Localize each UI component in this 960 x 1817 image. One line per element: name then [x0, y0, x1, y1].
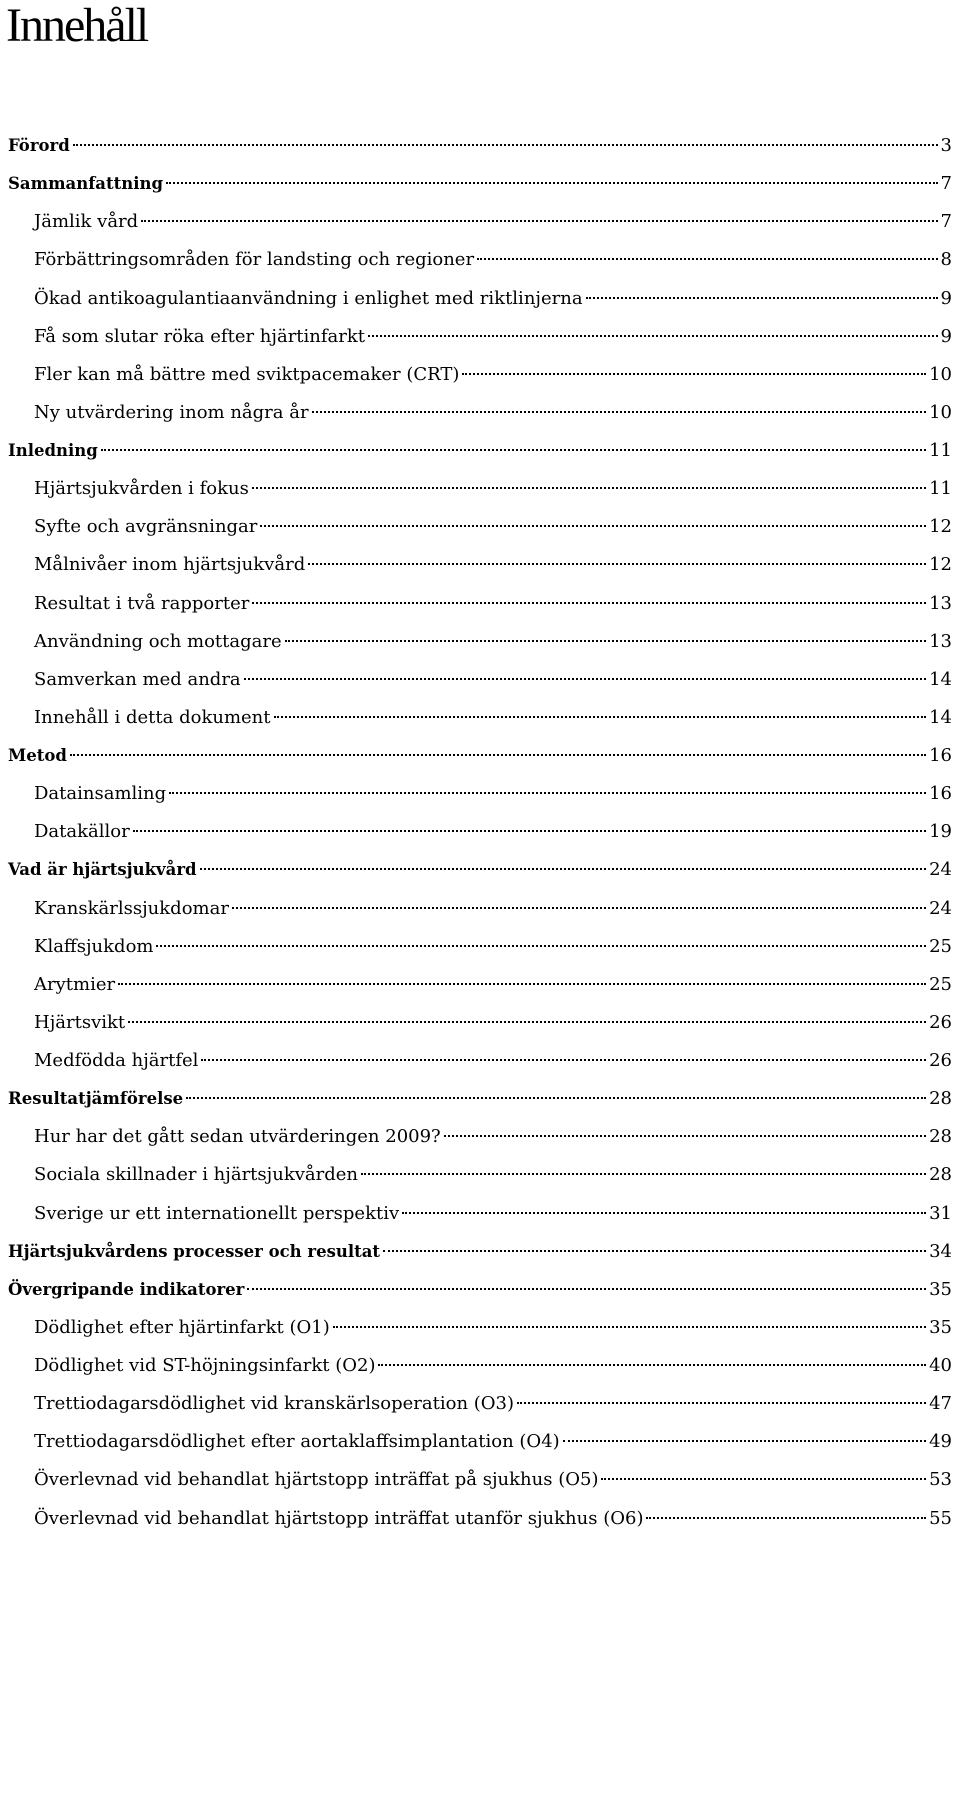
- dot-leader: [402, 1212, 926, 1214]
- toc-entry-label: Datakällor: [34, 821, 130, 843]
- toc-entry-label: Sammanfattning: [8, 174, 164, 194]
- dot-leader: [383, 1250, 926, 1252]
- toc-section-entry[interactable]: [0, 318, 960, 356]
- toc-entry-label: Ökad antikoagulantiaanvändning i enlighet med riktlinjerna: [34, 287, 583, 309]
- toc-entry-page-number: 35: [929, 1278, 952, 1300]
- toc-entry-page-number: 35: [929, 1316, 952, 1338]
- toc-entry-label: Trettiodagarsdödlighet efter aortaklaffsimplantation (O4): [34, 1431, 560, 1453]
- dot-leader: [308, 563, 926, 565]
- toc-section-entry[interactable]: [0, 1423, 960, 1461]
- toc-entry-label: Hjärtsvikt: [34, 1011, 126, 1033]
- toc-section-entry[interactable]: [0, 661, 960, 699]
- toc-entry-label: Hjärtsjukvårdens processer och resultat: [8, 1241, 381, 1261]
- toc-entry-page-number: 25: [929, 935, 952, 957]
- toc-chapter-entry[interactable]: [0, 737, 960, 775]
- toc-entry-page-number: 25: [929, 973, 952, 995]
- toc-entry-label: Metod: [8, 746, 67, 765]
- toc-entry-page-number: 47: [929, 1393, 952, 1415]
- toc-entry-label: Innehåll i detta dokument: [34, 706, 271, 728]
- toc-section-entry[interactable]: [0, 699, 960, 737]
- toc-chapter-entry[interactable]: [0, 851, 960, 889]
- toc-entry-label: Inledning: [8, 441, 98, 460]
- dot-leader: [285, 640, 926, 642]
- toc-entry-page-number: 12: [929, 554, 952, 576]
- dot-leader: [247, 1288, 926, 1290]
- toc-section-entry[interactable]: [0, 1309, 960, 1347]
- toc-section-entry[interactable]: [0, 813, 960, 851]
- dot-leader: [141, 220, 937, 222]
- toc-entry-page-number: 53: [929, 1469, 952, 1491]
- toc-entry-label: Hur har det gått sedan utvärderingen 2009?: [34, 1126, 441, 1148]
- toc-entry-label: Resultatjämförelse: [8, 1089, 184, 1109]
- toc-chapter-entry[interactable]: [0, 432, 960, 470]
- dot-leader: [201, 1059, 926, 1061]
- toc-entry-label: Samverkan med andra: [34, 668, 241, 690]
- toc-section-entry[interactable]: [0, 546, 960, 584]
- toc-section-entry[interactable]: [0, 203, 960, 241]
- dot-leader: [586, 297, 938, 299]
- toc-section-entry[interactable]: [0, 508, 960, 546]
- toc-section-entry[interactable]: [0, 1118, 960, 1156]
- toc-entry-page-number: 11: [929, 478, 952, 500]
- toc-entry-page-number: 13: [929, 592, 952, 614]
- dot-leader: [563, 1440, 926, 1442]
- toc-chapter-entry[interactable]: [0, 127, 960, 165]
- toc-entry-page-number: 10: [929, 363, 952, 385]
- toc-entry-label: Sverige ur ett internationellt perspektiv: [34, 1202, 400, 1224]
- dot-leader: [118, 983, 926, 985]
- toc-entry-label: Överlevnad vid behandlat hjärtstopp inträffat på sjukhus (O5): [34, 1469, 599, 1491]
- toc-entry-page-number: 10: [929, 401, 952, 423]
- toc-entry-page-number: 11: [929, 440, 952, 461]
- toc-section-entry[interactable]: [0, 1042, 960, 1080]
- toc-entry-page-number: 9: [940, 325, 952, 347]
- toc-entry-page-number: 40: [929, 1355, 952, 1376]
- toc-section-entry[interactable]: [0, 1461, 960, 1499]
- toc-entry-label: Syfte och avgränsningar: [34, 516, 258, 538]
- toc-section-entry[interactable]: [0, 1195, 960, 1233]
- toc-section-entry[interactable]: [0, 1347, 960, 1385]
- toc-entry-page-number: 26: [929, 1050, 952, 1071]
- toc-entry-label: Trettiodagarsdödlighet vid kranskärlsoperation (O3): [34, 1393, 515, 1415]
- dot-leader: [101, 449, 926, 451]
- toc-entry-page-number: 28: [929, 1126, 952, 1148]
- dot-leader: [186, 1097, 926, 1099]
- dot-leader: [252, 602, 926, 604]
- toc-section-entry[interactable]: [0, 356, 960, 394]
- toc-chapter-entry[interactable]: [0, 165, 960, 203]
- toc-entry-page-number: 14: [929, 706, 952, 728]
- toc-entry-label: Förbättringsområden för landsting och regioner: [34, 249, 475, 271]
- toc-entry-label: Kranskärlssjukdomar: [34, 897, 229, 919]
- toc-entry-label: Klaffsjukdom: [34, 935, 154, 957]
- dot-leader: [312, 411, 927, 413]
- dot-leader: [156, 945, 926, 947]
- toc-entry-label: Vad är hjärtsjukvård: [8, 860, 197, 880]
- toc-section-entry[interactable]: [0, 775, 960, 813]
- toc-section-entry[interactable]: [0, 1004, 960, 1042]
- dot-leader: [244, 678, 926, 680]
- dot-leader: [128, 1021, 926, 1023]
- dot-leader: [73, 144, 938, 146]
- dot-leader: [517, 1402, 926, 1404]
- toc-section-entry[interactable]: [0, 1500, 960, 1538]
- toc-entry-page-number: 3: [940, 135, 952, 156]
- toc-entry-page-number: 16: [929, 745, 952, 766]
- dot-leader: [274, 716, 927, 718]
- toc-entry-label: Resultat i två rapporter: [34, 592, 250, 614]
- toc-entry-label: Fler kan må bättre med sviktpacemaker (CRT): [34, 363, 460, 385]
- toc-entry-label: Ny utvärdering inom några år: [34, 401, 309, 423]
- dot-leader: [368, 335, 938, 337]
- toc-entry-label: Medfödda hjärtfel: [34, 1050, 199, 1071]
- toc-entry-page-number: 14: [929, 668, 952, 690]
- dot-leader: [361, 1173, 926, 1175]
- dot-leader: [166, 182, 938, 184]
- toc-entry-page-number: 31: [929, 1202, 952, 1224]
- toc-entry-page-number: 28: [929, 1088, 952, 1110]
- toc-section-entry[interactable]: [0, 280, 960, 318]
- toc-entry-label: Användning och mottagare: [34, 630, 282, 652]
- toc-entry-page-number: 12: [929, 516, 952, 538]
- toc-entry-label: Dödlighet efter hjärtinfarkt (O1): [34, 1316, 330, 1338]
- toc-entry-label: Överlevnad vid behandlat hjärtstopp inträffat utanför sjukhus (O6): [34, 1507, 644, 1529]
- dot-leader: [646, 1517, 926, 1519]
- toc-section-entry[interactable]: [0, 470, 960, 508]
- toc-entry-label: Dödlighet vid ST-höjningsinfarkt (O2): [34, 1355, 376, 1376]
- toc-entry-page-number: 34: [929, 1240, 952, 1262]
- toc-entry-label: Målnivåer inom hjärtsjukvård: [34, 554, 306, 576]
- toc-chapter-entry[interactable]: [0, 1271, 960, 1309]
- dot-leader: [252, 487, 926, 489]
- table-of-contents: [0, 127, 960, 1538]
- toc-entry-page-number: 8: [940, 249, 952, 271]
- toc-entry-page-number: 16: [929, 783, 952, 805]
- page-title: Innehåll: [6, 0, 148, 52]
- toc-entry-page-number: 28: [929, 1164, 952, 1186]
- toc-entry-page-number: 9: [940, 287, 952, 309]
- dot-leader: [169, 792, 926, 794]
- toc-entry-label: Hjärtsjukvården i fokus: [34, 478, 249, 500]
- toc-entry-label: Datainsamling: [34, 783, 167, 805]
- dot-leader: [70, 754, 926, 756]
- toc-entry-label: Övergripande indikatorer: [8, 1279, 245, 1299]
- toc-entry-page-number: 24: [929, 897, 952, 919]
- dot-leader: [477, 258, 937, 260]
- toc-chapter-entry[interactable]: [0, 1233, 960, 1271]
- toc-entry-label: Få som slutar röka efter hjärtinfarkt: [34, 325, 366, 347]
- toc-chapter-entry[interactable]: [0, 1080, 960, 1118]
- toc-section-entry[interactable]: [0, 623, 960, 661]
- toc-entry-label: Förord: [8, 136, 70, 155]
- toc-section-entry[interactable]: [0, 890, 960, 928]
- toc-section-entry[interactable]: [0, 394, 960, 432]
- dot-leader: [260, 525, 926, 527]
- toc-section-entry[interactable]: [0, 241, 960, 279]
- toc-section-entry[interactable]: [0, 928, 960, 966]
- dot-leader: [462, 373, 926, 375]
- toc-entry-page-number: 24: [929, 859, 952, 881]
- dot-leader: [444, 1135, 926, 1137]
- toc-entry-page-number: 55: [929, 1507, 952, 1529]
- toc-entry-label: Jämlik vård: [34, 211, 139, 233]
- dot-leader: [133, 830, 926, 832]
- toc-entry-label: Sociala skillnader i hjärtsjukvården: [34, 1164, 358, 1186]
- toc-entry-label: Arytmier: [34, 973, 116, 995]
- toc-section-entry[interactable]: [0, 1156, 960, 1194]
- toc-entry-page-number: 7: [940, 211, 952, 233]
- dot-leader: [378, 1364, 926, 1366]
- toc-section-entry[interactable]: [0, 966, 960, 1004]
- toc-section-entry[interactable]: [0, 1385, 960, 1423]
- toc-entry-page-number: 13: [929, 630, 952, 652]
- dot-leader: [601, 1478, 926, 1480]
- toc-entry-page-number: 49: [929, 1431, 952, 1453]
- toc-entry-page-number: 26: [929, 1011, 952, 1033]
- toc-entry-page-number: 7: [940, 173, 952, 195]
- dot-leader: [333, 1326, 926, 1328]
- toc-section-entry[interactable]: [0, 585, 960, 623]
- dot-leader: [232, 907, 926, 909]
- toc-entry-page-number: 19: [929, 821, 952, 843]
- dot-leader: [200, 868, 927, 870]
